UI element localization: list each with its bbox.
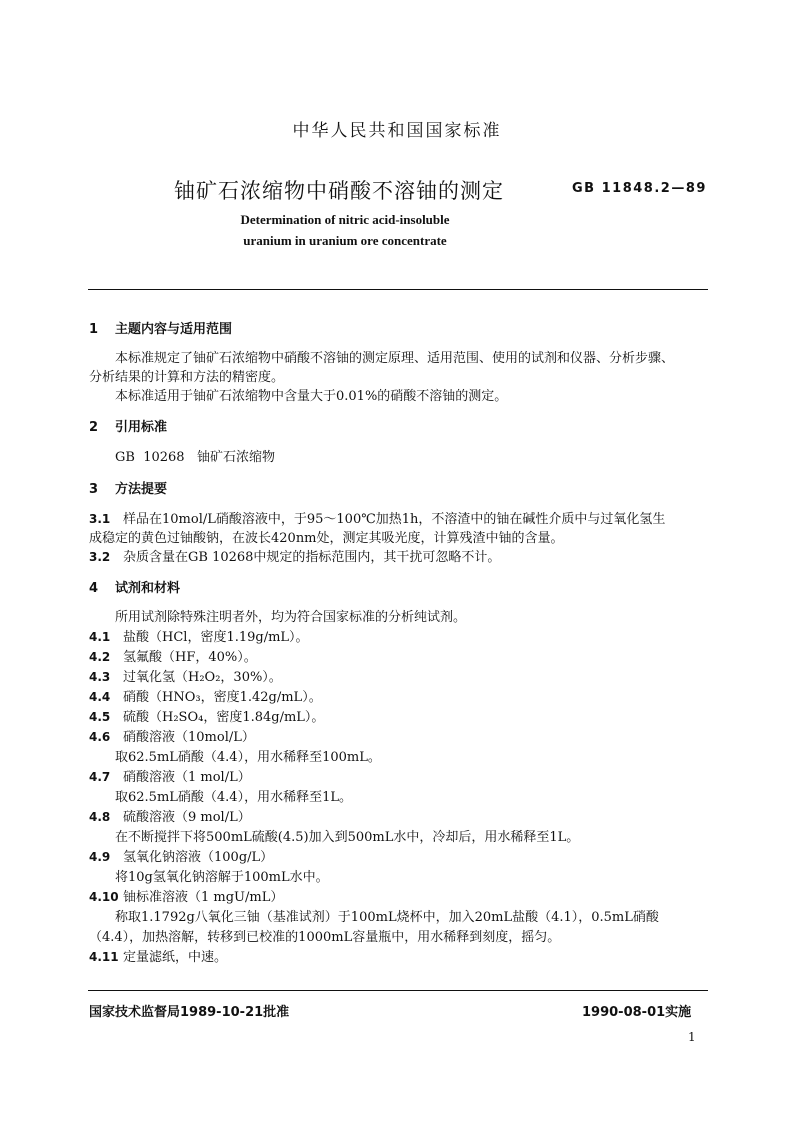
clause-text: 氢氧化钠溶液（100g/L）: [123, 850, 274, 865]
clause-number: 4.10: [89, 890, 119, 904]
clause-text: 硫酸（H₂SO₄，密度1.84g/mL）。: [123, 710, 325, 725]
paragraph: 分析结果的计算和方法的精密度。: [89, 370, 285, 385]
reagent-detail: 在不断搅拌下将500mL硫酸(4.5)加入到500mL水中，冷却后，用水稀释至1L。: [115, 830, 580, 845]
section-title: 试剂和材料: [115, 581, 181, 596]
section-2-heading: [89, 416, 167, 435]
reagent-4-10: [89, 886, 283, 905]
clause-number: 4.3: [89, 670, 111, 684]
clause-text: 硝酸溶液（1 mol/L）: [123, 770, 251, 785]
reagent-4-1: [89, 626, 309, 645]
clause-number: 4.1: [89, 630, 111, 644]
clause-number: 4.11: [89, 950, 119, 964]
standard-code: GB 11848.2—89: [572, 181, 707, 196]
section-number: 3: [89, 482, 99, 497]
reagent-4-7: [89, 766, 251, 785]
section-1-heading: [89, 318, 232, 337]
clause-3-1: [89, 508, 665, 527]
document-title-en-line2: uranium in uranium ore concentrate: [243, 233, 447, 248]
clause-number: 4.8: [89, 810, 111, 824]
paragraph: 本标准规定了铀矿石浓缩物中硝酸不溶铀的测定原理、适用范围、使用的试剂和仪器、分析步骤、: [115, 351, 675, 366]
section-4-heading: [89, 577, 180, 596]
paragraph: 成稳定的黄色过铀酸钠，在波长420nm处，测定其吸光度，计算残渣中铀的含量。: [89, 531, 564, 546]
reagent-4-11: [89, 946, 227, 965]
clause-number: 4.4: [89, 690, 111, 704]
reagent-detail: 取62.5mL硝酸（4.4），用水稀释至100mL。: [115, 750, 381, 765]
section-number: 1: [89, 322, 99, 337]
reagent-4-4: [89, 686, 322, 705]
document-title-cn: 铀矿石浓缩物中硝酸不溶铀的测定: [174, 179, 504, 203]
section-number: 4: [89, 581, 99, 596]
effective-date: 1990-08-01实施: [582, 1005, 692, 1020]
clause-text: 杂质含量在GB 10268中规定的指标范围内，其干扰可忽略不计。: [123, 550, 501, 565]
section-title: 引用标准: [115, 420, 168, 435]
clause-number: 4.6: [89, 730, 111, 744]
clause-text: 氢氟酸（HF，40%）。: [123, 650, 257, 665]
clause-number: 4.7: [89, 770, 111, 784]
section-3-heading: [89, 478, 167, 497]
section-number: 2: [89, 420, 99, 435]
page-number: 1: [688, 1030, 696, 1044]
reagent-detail: 将10g氢氧化钠溶解于100mL水中。: [115, 870, 329, 885]
reagent-detail: 取62.5mL硝酸（4.4），用水稀释至1L。: [115, 790, 352, 805]
clause-3-2: [89, 546, 500, 565]
clause-number: 4.2: [89, 650, 111, 664]
section-title: 主题内容与适用范围: [115, 322, 233, 337]
clause-text: 定量滤纸，中速。: [123, 950, 228, 965]
reagent-4-3: [89, 666, 282, 685]
document-title-en-line1: Determination of nitric acid-insoluble: [240, 212, 450, 227]
clause-text: 硝酸溶液（10mol/L）: [123, 730, 255, 745]
referenced-standard: GB 10268 铀矿石浓缩物: [115, 450, 275, 465]
reagent-4-9: [89, 846, 273, 865]
clause-text: 硝酸（HNO₃，密度1.42g/mL）。: [123, 690, 322, 705]
top-divider: [88, 289, 708, 290]
paragraph: 所用试剂除特殊注明者外，均为符合国家标准的分析纯试剂。: [115, 610, 467, 625]
clause-text: 铀标准溶液（1 mgU/mL）: [123, 890, 284, 905]
clause-number: 3.1: [89, 512, 111, 526]
clause-number: 3.2: [89, 550, 111, 564]
clause-text: 硫酸溶液（9 mol/L）: [123, 810, 251, 825]
reagent-detail: （4.4），加热溶解，转移到已校准的1000mL容量瓶中，用水稀释到刻度，摇匀。: [89, 930, 561, 945]
reagent-4-6: [89, 726, 255, 745]
approval-note: 国家技术监督局1989-10-21批准: [89, 1005, 290, 1020]
clause-text: 过氧化氢（H₂O₂，30%）。: [123, 670, 282, 685]
clause-number: 4.9: [89, 850, 111, 864]
section-title: 方法提要: [115, 482, 168, 497]
clause-text: 样品在10mol/L硝酸溶液中，于95～100℃加热1h，不溶渣中的铀在碱性介质中与过氧化氢生: [123, 512, 666, 527]
reagent-detail: 称取1.1792g八氧化三铀（基准试剂）于100mL烧杯中，加入20mL盐酸（4.1），0.5mL硝酸: [115, 910, 659, 925]
clause-number: 4.5: [89, 710, 111, 724]
bottom-divider: [88, 990, 708, 991]
reagent-4-8: [89, 806, 251, 825]
reagent-4-2: [89, 646, 257, 665]
standard-body-title: 中华人民共和国国家标准: [292, 121, 502, 141]
reagent-4-5: [89, 706, 324, 725]
paragraph: 本标准适用于铀矿石浓缩物中含量大于0.01%的硝酸不溶铀的测定。: [115, 389, 508, 404]
clause-text: 盐酸（HCl，密度1.19g/mL）。: [123, 630, 309, 645]
